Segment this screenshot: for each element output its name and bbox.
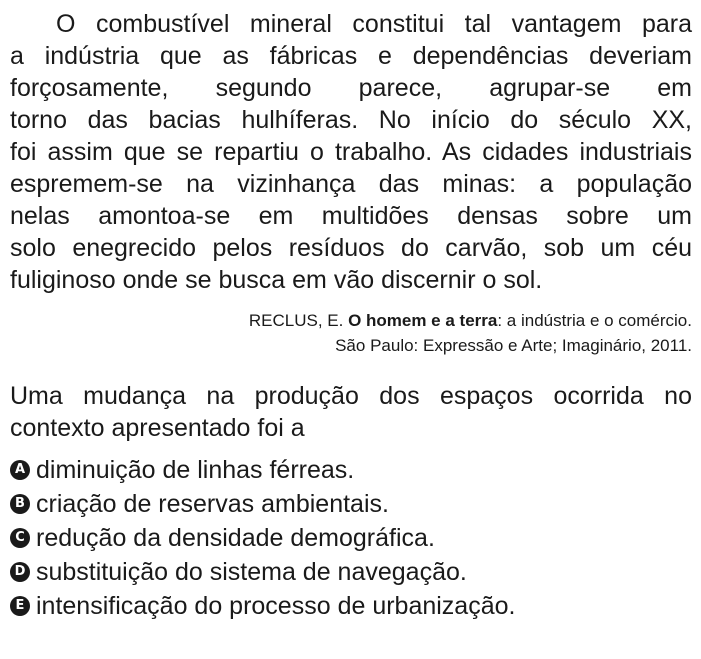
- option-e[interactable]: [10, 589, 692, 623]
- passage-line: nelas amontoa-se em multidões densas sobre um: [10, 202, 692, 230]
- option-text: criação de reservas ambientais.: [36, 489, 389, 518]
- question-stem: [10, 380, 692, 444]
- citation-title: O homem e a terra: [348, 311, 498, 330]
- option-letter-b-icon: B: [10, 494, 30, 514]
- option-letter-d-icon: D: [10, 562, 30, 582]
- option-text: redução da densidade demográfica.: [36, 523, 435, 552]
- question-document: [10, 8, 692, 623]
- passage-line: fuliginoso onde se busca em vão discernir o sol.: [10, 266, 543, 294]
- option-d[interactable]: [10, 555, 692, 589]
- passage-line: torno das bacias hulhíferas. No início do século XX,: [10, 106, 692, 134]
- citation-publication: São Paulo: Expressão e Arte; Imaginário, 2011.: [335, 336, 692, 355]
- passage-text: [10, 8, 692, 296]
- question-line: Uma mudança na produção dos espaços ocorrida no: [10, 382, 692, 410]
- option-a[interactable]: [10, 453, 692, 487]
- question-line: contexto apresentado foi a: [10, 414, 305, 442]
- passage-line: espremem-se na vizinhança das minas: a população: [10, 170, 692, 198]
- option-letter-e-icon: E: [10, 596, 30, 616]
- option-letter-a-icon: A: [10, 460, 30, 480]
- option-b[interactable]: [10, 487, 692, 521]
- option-text: substituição do sistema de navegação.: [36, 557, 467, 586]
- passage-line: solo enegrecido pelos resíduos do carvão, sob um céu: [10, 234, 692, 262]
- citation-author: RECLUS, E.: [248, 311, 349, 330]
- passage-line: O combustível mineral constitui tal vantagem para: [56, 10, 692, 38]
- option-c[interactable]: [10, 521, 692, 555]
- passage-line: a indústria que as fábricas e dependências deveriam: [10, 42, 692, 70]
- citation-subtitle: : a indústria e o comércio.: [497, 311, 692, 330]
- option-text: diminuição de linhas férreas.: [36, 455, 355, 484]
- option-letter-c-icon: C: [10, 528, 30, 548]
- source-citation: [10, 308, 692, 358]
- option-text: intensificação do processo de urbanização.: [36, 591, 516, 620]
- passage-line: foi assim que se repartiu o trabalho. As cidades industriais: [10, 138, 692, 166]
- citation-line-1: [10, 308, 692, 333]
- answer-options: [10, 453, 692, 623]
- passage-line: forçosamente, segundo parece, agrupar-se em: [10, 74, 692, 102]
